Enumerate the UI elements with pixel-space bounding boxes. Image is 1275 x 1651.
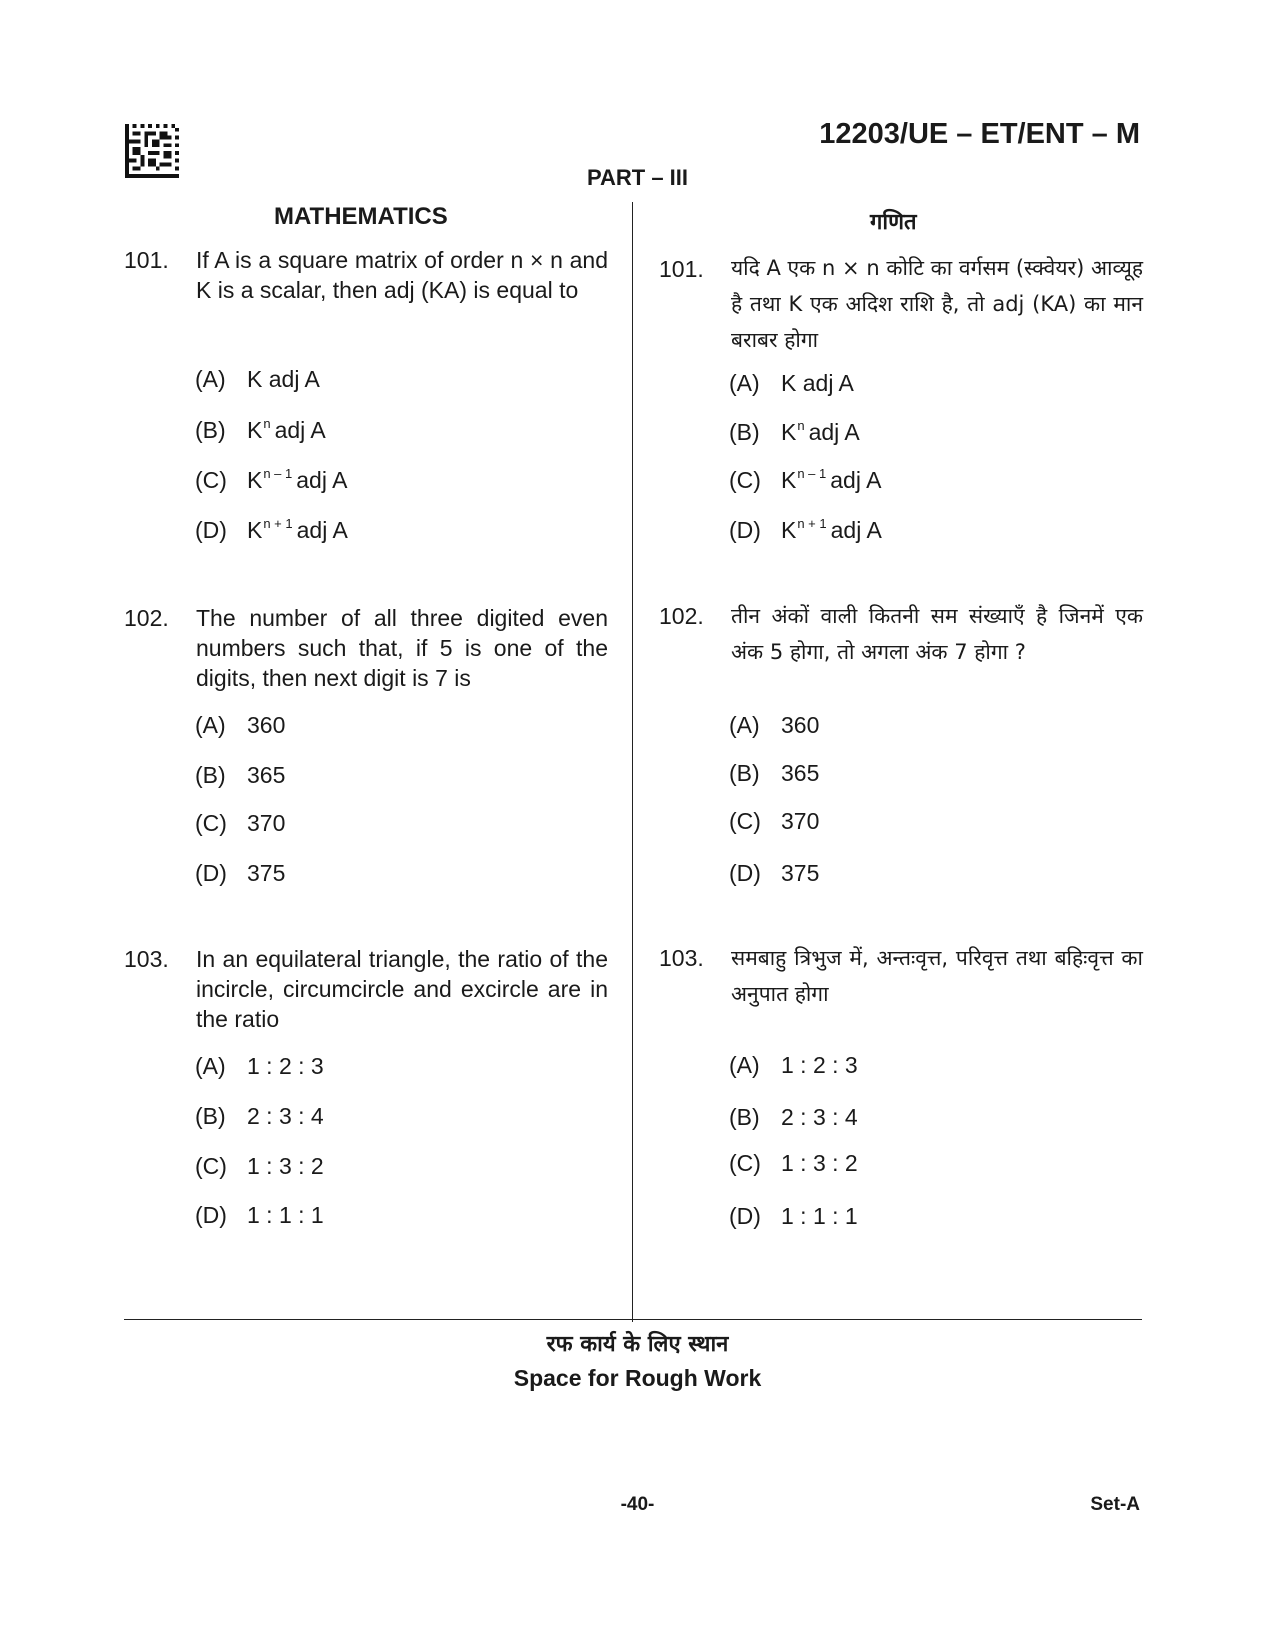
option-label: (A) (195, 366, 226, 392)
option-rest: adj A (830, 517, 882, 543)
option-rest: adj A (796, 370, 854, 396)
question-number: 102. (124, 605, 169, 631)
option-label: (B) (195, 762, 226, 788)
option (729, 516, 882, 544)
option (729, 370, 854, 397)
question-text: समबाहु त्रिभुज में, अन्तःवृत्त, परिवृत्त तथा बहिःवृत्त का अनुपात होगा (731, 946, 1143, 1006)
option-base: K (781, 370, 797, 396)
option-exponent: n (797, 418, 805, 433)
option-label: (D) (729, 1203, 761, 1229)
rough-work-label-hindi: रफ कार्य के लिए स्थान (546, 1332, 729, 1357)
option-base: 1 : 2 : 3 (247, 1053, 324, 1079)
option-label: (D) (195, 860, 227, 886)
option (729, 860, 819, 887)
question-number: 101. (659, 256, 704, 282)
question-number: 103. (124, 946, 169, 972)
option-rest: adj A (296, 517, 348, 543)
option-label: (B) (729, 760, 760, 786)
question-number: 101. (124, 247, 169, 273)
option-label: (D) (729, 860, 761, 886)
option-exponent: n + 1 (263, 516, 293, 531)
option-label: (C) (195, 810, 227, 836)
option-base: 360 (247, 712, 286, 738)
option-rest: adj A (274, 417, 326, 443)
column-divider (632, 202, 633, 1322)
option (195, 1153, 324, 1180)
question-number: 102. (659, 603, 704, 629)
hindi-section-title: गणित (870, 210, 917, 235)
option-label: (C) (195, 467, 227, 493)
option-base: 1 : 1 : 1 (781, 1203, 858, 1229)
option (729, 418, 860, 446)
option (729, 1052, 858, 1079)
option-base: 365 (781, 760, 820, 786)
option-rest: adj A (808, 419, 860, 445)
question-text: In an equilateral triangle, the ratio of the incircle, circumcircle and excircle are in the ratio (196, 946, 608, 1032)
option-base: 375 (247, 860, 286, 886)
option-base: K (781, 419, 797, 445)
option-rest: adj A (262, 366, 320, 392)
option-label: (B) (729, 419, 760, 445)
option-label: (C) (729, 808, 761, 834)
option-exponent: n (263, 416, 271, 431)
option-base: 1 : 1 : 1 (247, 1202, 324, 1228)
option-rest: adj A (830, 467, 882, 493)
question-text: यदि A एक n × n कोटि का वर्गसम (स्क्वेयर) आव्यूह है तथा K एक अदिश राशि है, तो adj (KA) का मान बराबर होगा (731, 256, 1143, 352)
option (729, 466, 881, 494)
option (729, 1203, 858, 1230)
option-base: 1 : 3 : 2 (247, 1153, 324, 1179)
option-base: K (247, 366, 263, 392)
option-label: (A) (729, 712, 760, 738)
option-base: 1 : 3 : 2 (781, 1150, 858, 1176)
option (195, 1053, 324, 1080)
option-label: (A) (195, 1053, 226, 1079)
option (729, 808, 819, 835)
option-label: (A) (195, 712, 226, 738)
option-exponent: n + 1 (797, 516, 827, 531)
option (729, 1104, 858, 1131)
question-number: 103. (659, 945, 704, 971)
rough-work-label: Space for Rough Work (513, 1365, 762, 1391)
option-base: 365 (247, 762, 286, 788)
option (195, 416, 326, 444)
option (195, 366, 320, 393)
part-heading: PART – III (586, 165, 689, 190)
option-label: (D) (729, 517, 761, 543)
page-number: -40- (620, 1494, 655, 1515)
option-base: 2 : 3 : 4 (781, 1104, 858, 1130)
option (729, 712, 819, 739)
question-text: The number of all three digited even numbers such that, if 5 is one of the digits, then next digit is 7 is (196, 605, 608, 691)
option-base: K (781, 467, 797, 493)
english-section-title: MATHEMATICS (274, 203, 448, 230)
option (195, 516, 348, 544)
option (729, 760, 819, 787)
option-label: (B) (195, 417, 226, 443)
option (195, 466, 347, 494)
option-label: (B) (729, 1104, 760, 1130)
option (195, 762, 285, 789)
option-label: (A) (729, 1052, 760, 1078)
option-base: 360 (781, 712, 820, 738)
option-base: 2 : 3 : 4 (247, 1103, 324, 1129)
option (729, 1150, 858, 1177)
option (195, 712, 285, 739)
paper-code: 12203/UE – ET/ENT – M (819, 118, 1140, 150)
option (195, 1103, 324, 1130)
option-base: 370 (781, 808, 820, 834)
option-exponent: n – 1 (797, 466, 827, 481)
option-base: 375 (781, 860, 820, 886)
option-base: 1 : 2 : 3 (781, 1052, 858, 1078)
option-base: K (247, 417, 263, 443)
option-label: (D) (195, 517, 227, 543)
option-rest: adj A (296, 467, 348, 493)
option-label: (D) (195, 1202, 227, 1228)
option-label: (C) (195, 1153, 227, 1179)
footer-divider (124, 1319, 1142, 1320)
option-label: (C) (729, 467, 761, 493)
option-label: (A) (729, 370, 760, 396)
option (195, 860, 285, 887)
option-exponent: n – 1 (263, 466, 293, 481)
option-label: (B) (195, 1103, 226, 1129)
option (195, 1202, 324, 1229)
option-base: 370 (247, 810, 286, 836)
option-base: K (247, 467, 263, 493)
option-base: K (781, 517, 797, 543)
option-label: (C) (729, 1150, 761, 1176)
option-base: K (247, 517, 263, 543)
question-text: तीन अंकों वाली कितनी सम संख्याएँ है जिनमें एक अंक 5 होगा, तो अगला अंक 7 होगा ? (731, 604, 1143, 664)
option (195, 810, 285, 837)
question-text: If A is a square matrix of order n × n and K is a scalar, then adj (KA) is equal to (196, 247, 608, 303)
set-label: Set-A (1090, 1494, 1140, 1515)
